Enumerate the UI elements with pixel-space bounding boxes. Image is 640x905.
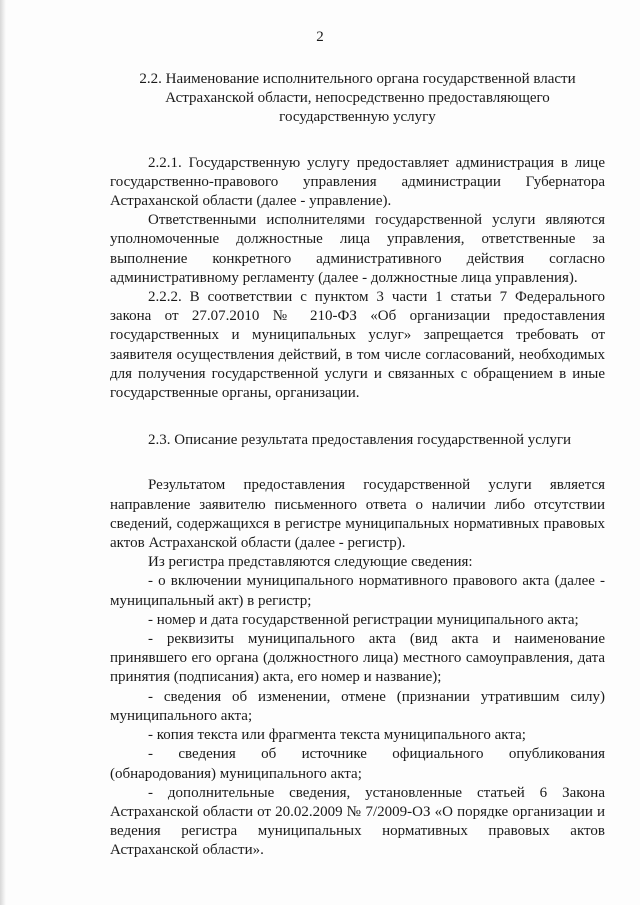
section-2-3-paragraph-2: Из регистра представляются следующие сведения:: [148, 554, 473, 571]
document-body: [110, 70, 605, 861]
list-item: - сведения об изменении, отмене (признании утратившим силу) муниципального акта;: [110, 688, 605, 724]
section-2-2-paragraph-2: Ответственными исполнителями государственной услуги являются уполномоченные должностные лица управления, ответственные за выполнение конкретного административного действия согласно административному регламенту (далее - должностные лица управления).: [110, 212, 605, 286]
list-item: - реквизиты муниципального акта (вид акта и наименование принявшего его органа (должностного лица) местного самоуправления, дата принятия (подписания) акта, его номер и название);: [110, 631, 605, 686]
scan-edge: [0, 0, 6, 905]
section-2-2-heading: 2.2. Наименование исполнительного органа государственной власти Астраханской области, непосредственно предоставляющего государственную услугу: [139, 71, 576, 126]
list-item: - копия текста или фрагмента текста муниципального акта;: [148, 727, 526, 744]
section-2-2-paragraph-1: 2.2.1. Государственную услугу предоставляет администрация в лице государственно-правового управления администрации Губернатора Астраханской области (далее - управление).: [110, 154, 605, 210]
section-2-2-paragraph-3: 2.2.2. В соответствии с пунктом 3 части 1 статьи 7 Федерального закона от 27.07.2010 № 210-ФЗ «Об организации предоставления государственных и муниципальных услуг» запрещается требовать от заявителя осуществления действий, в том числе согласований, необходимых для получения государственной услуги и связанных с обращением в иные государственные органы, организации.: [110, 289, 605, 402]
list-item: - номер и дата государственной регистрации муниципального акта;: [148, 611, 579, 628]
section-2-3-heading: 2.3. Описание результата предоставления государственной услуги: [148, 432, 572, 449]
list-item: - дополнительные сведения, установленные статьей 6 Закона Астраханской области от 20.02.2009 № 7/2009-ОЗ «О порядке организации и ведения регистра муниципальных нормативных правовых актов Астраханской области».: [110, 784, 605, 859]
section-2-3-paragraph-1: Результатом предоставления государственной услуги является направление заявителю письменного ответа о наличии либо отсутствии сведений, содержащихся в регистре муниципальных нормативных правовых актов Астраханской области (далее - регистр).: [110, 477, 605, 552]
page-number: 2: [316, 29, 324, 45]
list-item: - о включении муниципального нормативного правового акта (далее - муниципальный акт) в регистр;: [110, 573, 605, 609]
list-item: - сведения об источнике официального опубликования (обнародования) муниципального акта;: [110, 746, 605, 782]
